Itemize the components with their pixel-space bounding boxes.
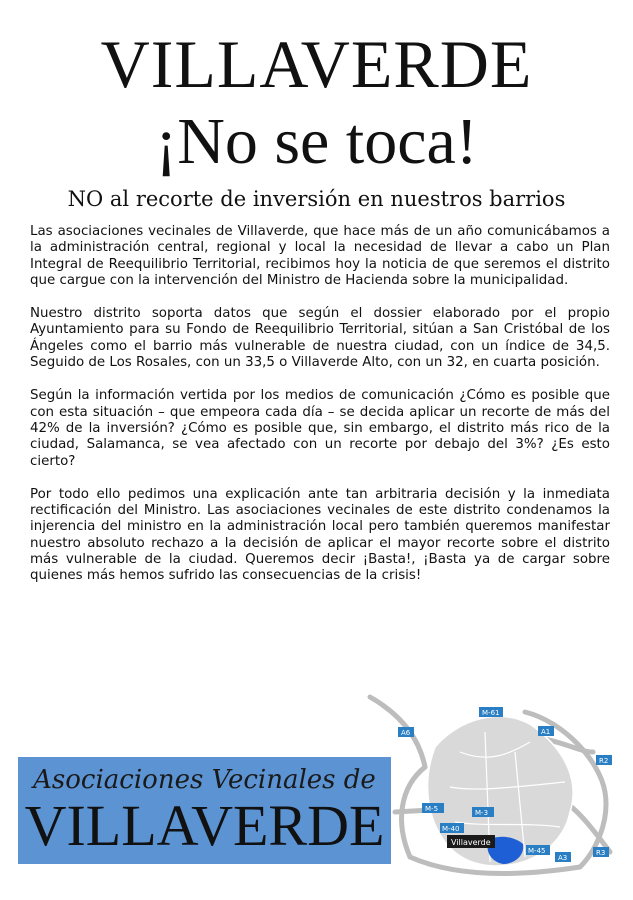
highway-label-m61 xyxy=(479,707,503,717)
highway-label-m3 xyxy=(472,807,494,817)
label-a6: A6 xyxy=(401,729,411,737)
highway-label-m5 xyxy=(422,803,444,813)
label-r3: R3 xyxy=(596,849,606,857)
label-m3: M-3 xyxy=(475,809,489,817)
road-a6 xyxy=(370,697,425,767)
highway-label-m40 xyxy=(440,823,464,833)
body-text xyxy=(30,224,610,602)
madrid-district-map xyxy=(365,692,615,887)
paragraph-1: Las asociaciones vecinales de Villaverde, que hace más de un año comunicábamos a la administración central, regional y local la necesidad de llevar a cabo un Plan Integral de Reequilibrio Territorial, recibimos hoy la noticia de que seremos el distrito que cargue con la intervención del Ministro de Hacienda sobre la municipalidad. xyxy=(30,224,610,288)
label-a1: A1 xyxy=(541,728,551,736)
paragraph-3: Según la información vertida por los medios de comunicación ¿Cómo es posible que con esta situación – que empeora cada día – se decida aplicar un recorte de más del 42% de la inversión? ¿Cómo es posible que, sin embargo, el distrito más rico de la ciudad, Salamanca, se vea afectado con un recorte por debajo del 3%? ¿Es esto cierto? xyxy=(30,388,610,469)
map-svg xyxy=(365,692,615,887)
highway-label-a6 xyxy=(398,727,414,737)
highway-label-a1 xyxy=(538,726,554,736)
paragraph-2: Nuestro distrito soporta datos que según el dossier elaborado por el propio Ayuntamiento para su Fondo de Reequilibrio Territorial, sitúan a San Cristóbal de los Ángeles como el barrio más vulnerable de nuestra ciudad, con un índice de 34,5. Seguido de Los Rosales, con un 33,5 o Villaverde Alto, con un 32, en cuarta posición. xyxy=(30,306,610,371)
paragraph-4: Por todo ello pedimos una explicación ante tan arbitraria decisión y la inmediata rectificación del Ministro. Las asociaciones vecinales de este distrito condenamos la injerencia del ministro en la administración local pero también queremos manifestar nuestro absoluto rechazo a la decisión de aplicar el mayor recorte sobre el distrito más vulnerable de la ciudad. Queremos decir ¡Basta!, ¡Basta ya de cargar sobre quienes más hemos sufrido las consecuencias de la crisis! xyxy=(30,486,610,584)
label-villaverde: Villaverde xyxy=(451,838,491,847)
label-m61: M-61 xyxy=(482,709,500,717)
highway-label-r2 xyxy=(596,755,612,765)
label-m5: M-5 xyxy=(425,805,439,813)
label-a3: A3 xyxy=(558,854,568,862)
villaverde-map-label xyxy=(447,835,495,848)
title-no-se-toca: ¡No se toca! xyxy=(155,105,478,178)
label-m40: M-40 xyxy=(442,825,460,833)
highway-label-a3 xyxy=(555,852,571,862)
logo-line-associations: Asociaciones Vecinales de xyxy=(33,765,376,795)
subtitle: NO al recorte de inversión en nuestros barrios xyxy=(67,187,566,211)
associations-logo xyxy=(18,757,391,864)
title-villaverde: VILLAVERDE xyxy=(100,26,533,102)
label-r2: R2 xyxy=(599,757,609,765)
logo-line-villaverde: VILLAVERDE xyxy=(24,793,385,858)
highway-label-r3 xyxy=(593,847,609,857)
highway-label-m45 xyxy=(526,845,550,855)
label-m45: M-45 xyxy=(528,847,546,855)
